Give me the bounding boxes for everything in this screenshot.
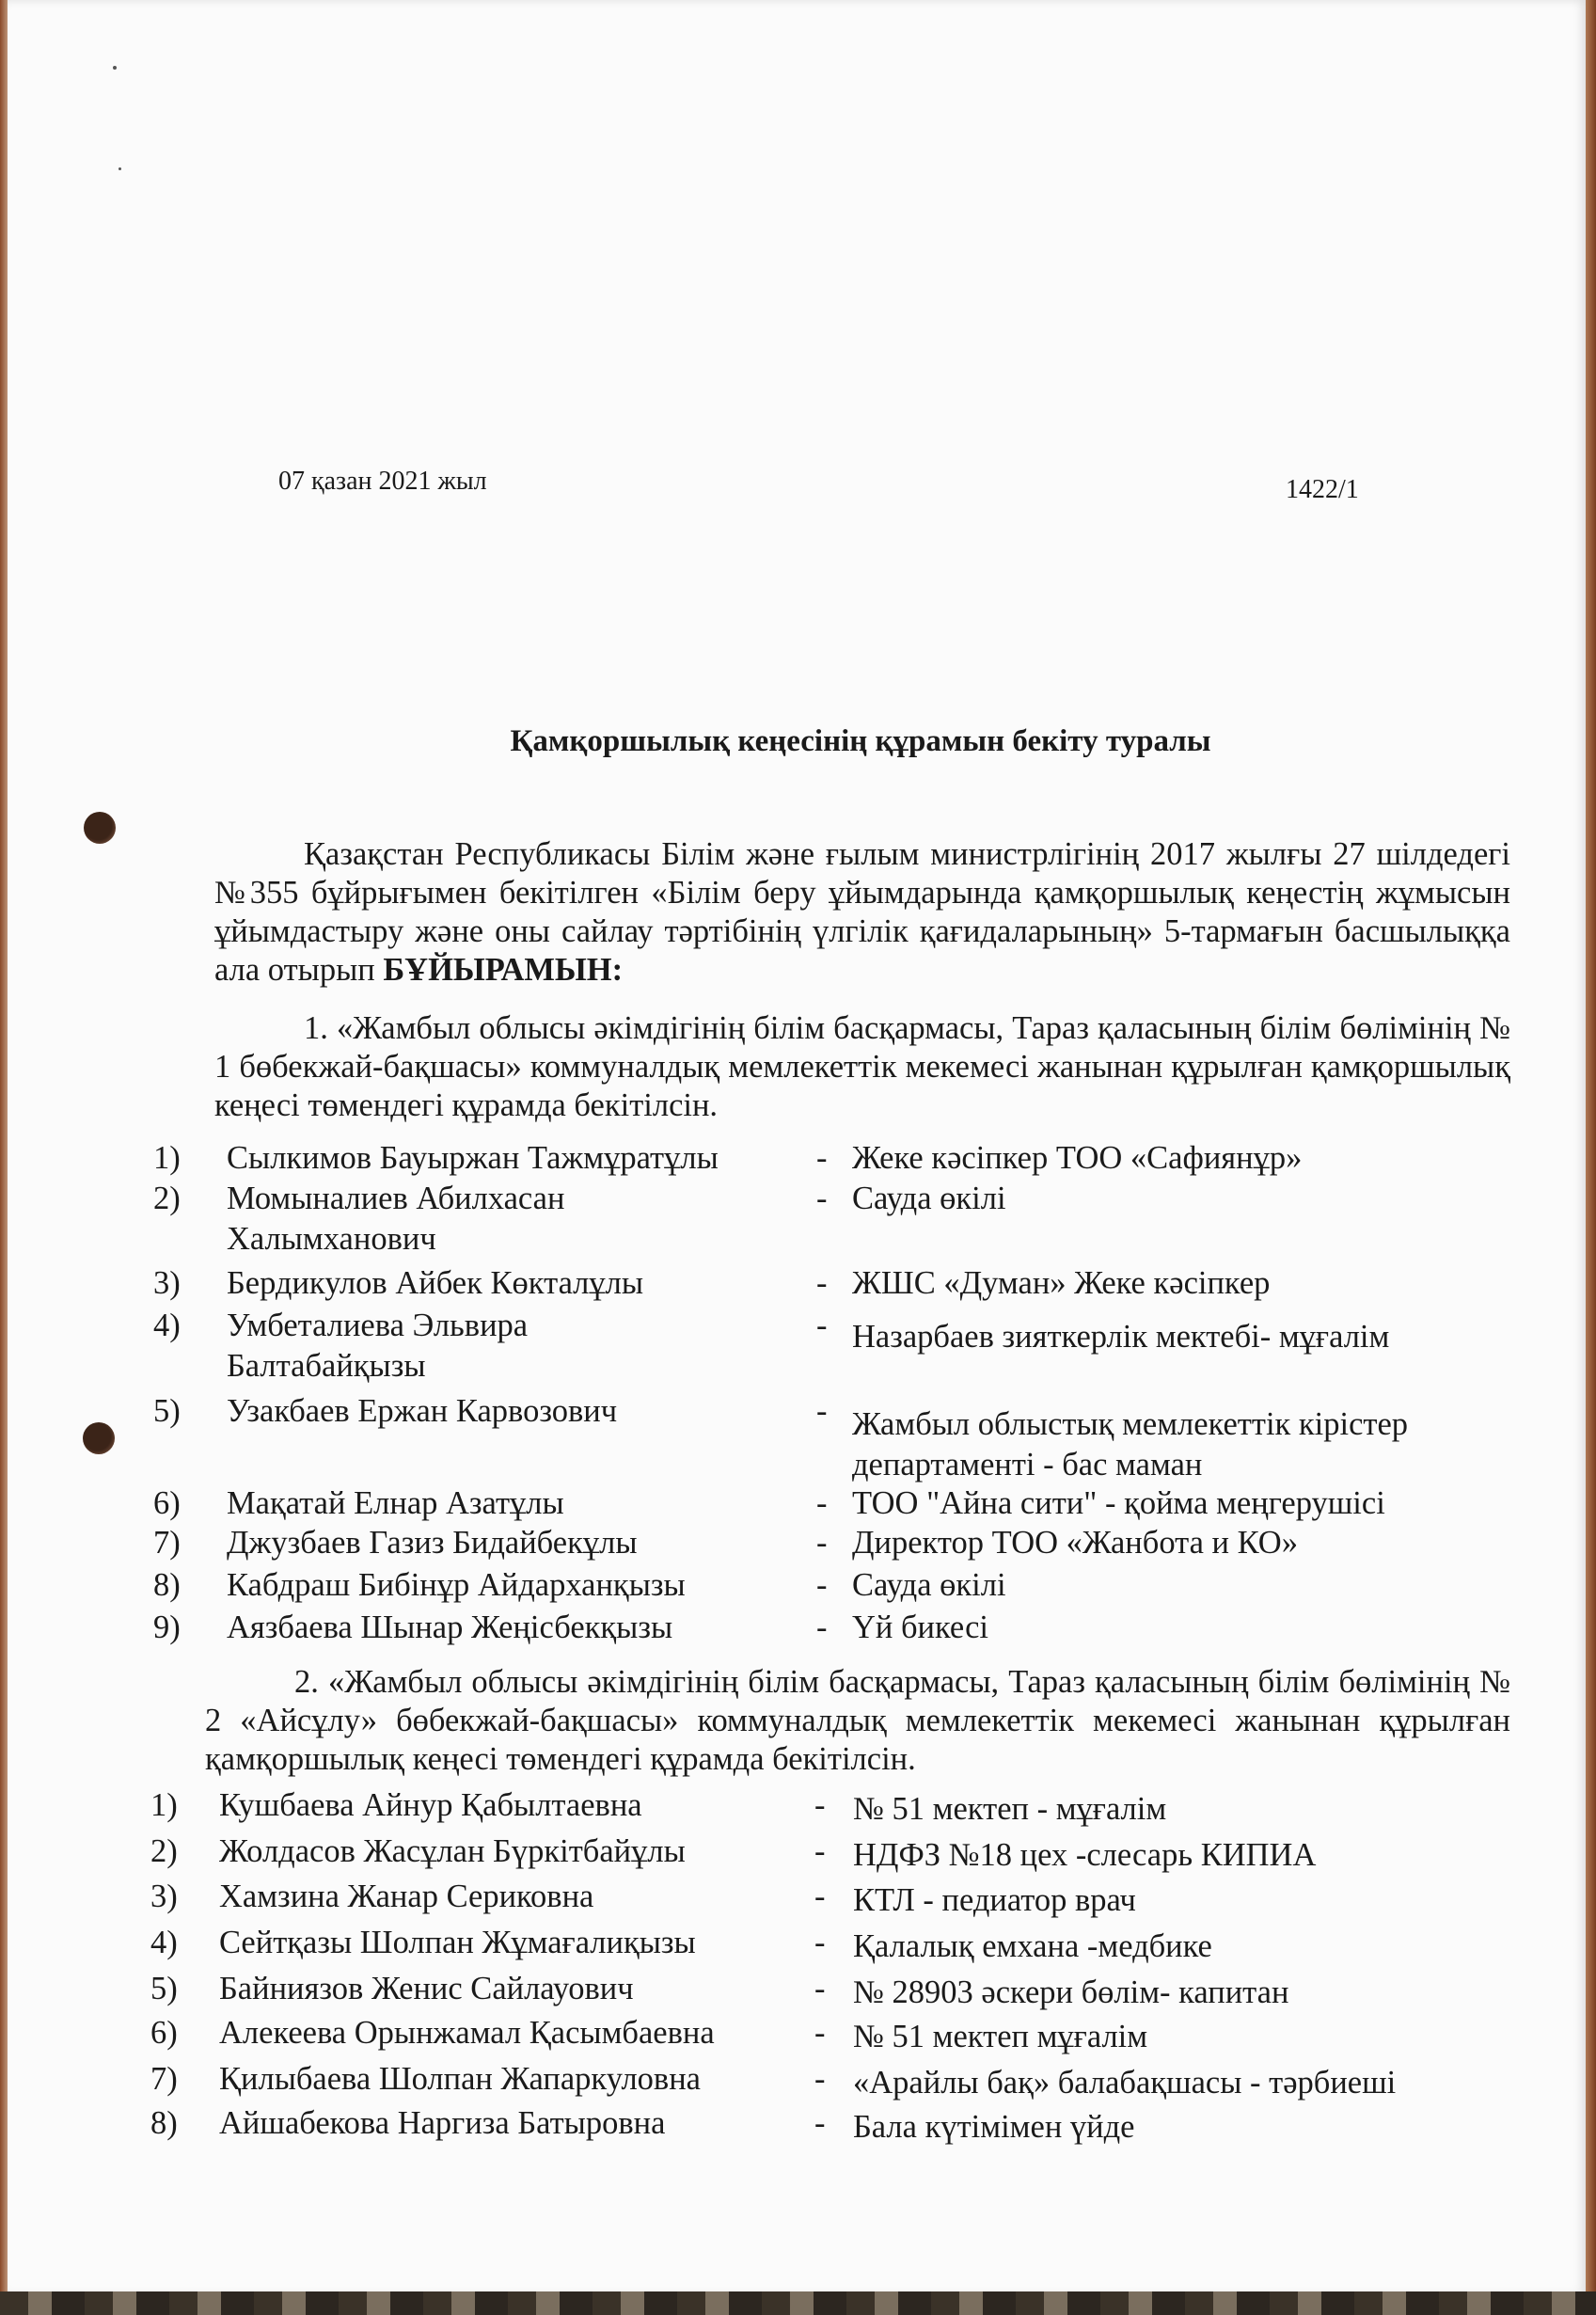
member-name: Мақатай Елнар Азатұлы bbox=[227, 1485, 564, 1521]
member-role: Сауда өкілі bbox=[852, 1181, 1006, 1216]
member-role: Назарбаев зияткерлік мектебі- мұғалім bbox=[852, 1319, 1390, 1355]
background-surface bbox=[0, 2291, 1596, 2315]
separator-dash: - bbox=[814, 1787, 826, 1823]
separator-dash: - bbox=[816, 1393, 828, 1429]
punch-hole-top bbox=[84, 812, 116, 844]
separator-dash: - bbox=[816, 1525, 828, 1561]
member-number: 3) bbox=[153, 1265, 181, 1301]
member-role-continued: департаменті - бас маман bbox=[852, 1447, 1203, 1483]
member-role: Үй бикесі bbox=[852, 1609, 988, 1645]
member-name: Умбеталиева Эльвира bbox=[227, 1308, 529, 1343]
member-name: Аязбаева Шынар Жеңісбекқызы bbox=[227, 1609, 673, 1645]
member-number: 4) bbox=[150, 1925, 178, 1960]
member-number: 8) bbox=[153, 1567, 181, 1603]
member-role: Жеке кәсіпкер ТОО «Сафиянұр» bbox=[852, 1140, 1303, 1176]
member-number: 5) bbox=[153, 1393, 181, 1429]
punch-hole-bottom bbox=[83, 1422, 115, 1454]
member-name-continued: Халымханович bbox=[227, 1221, 436, 1257]
document-date: 07 қазан 2021 жыл bbox=[278, 467, 487, 496]
member-role: Қалалық емхана -медбике bbox=[853, 1928, 1212, 1964]
member-role: Директор ТОО «Жанбота и КО» bbox=[852, 1525, 1298, 1561]
speck-mark bbox=[113, 66, 117, 70]
separator-dash: - bbox=[816, 1567, 828, 1603]
paper-edge-right bbox=[1586, 0, 1596, 2315]
member-name: Байниязов Женис Сайлауович bbox=[219, 1971, 634, 2006]
order-word: БҰЙЫРАМЫН: bbox=[383, 952, 624, 988]
document-number: 1422/1 bbox=[1286, 475, 1359, 504]
member-number: 3) bbox=[150, 1879, 178, 1914]
member-name: Айшабекова Наргиза Батыровна bbox=[219, 2105, 666, 2141]
member-number: 2) bbox=[153, 1181, 181, 1216]
member-role: Бала күтімімен үйде bbox=[853, 2109, 1135, 2145]
section2-paragraph: 2. «Жамбыл облысы әкімдігінің білім басқармасы, Тараз қаласының білім бөлімінің № 2 «Айсұлу» бөбекжай-бақшасы» коммуналдық мемлекеттік мекемесі жанынан құрылған қамқоршылық кеңесі төмендегі құрамда бекітілсін. bbox=[205, 1664, 1510, 1777]
member-name: Бердикулов Айбек Көкталұлы bbox=[227, 1265, 644, 1301]
member-name: Сейтқазы Шолпан Жұмағалиқызы bbox=[219, 1925, 696, 1960]
member-number: 1) bbox=[150, 1787, 178, 1823]
member-name-continued: Балтабайқызы bbox=[227, 1348, 426, 1384]
separator-dash: - bbox=[814, 1971, 826, 2006]
member-number: 4) bbox=[153, 1308, 181, 1343]
member-number: 6) bbox=[153, 1485, 181, 1521]
member-number: 7) bbox=[150, 2061, 178, 2097]
member-number: 1) bbox=[153, 1140, 181, 1176]
member-role: КТЛ - педиатор врач bbox=[853, 1882, 1136, 1918]
section1-paragraph: 1. «Жамбыл облысы әкімдігінің білім басқармасы, Тараз қаласының білім бөлімінің № 1 бөбекжай-бақшасы» коммуналдық мемлекеттік мекемесі жанынан құрылған қамқоршылық кеңесі төмендегі құрамда бекітілсін. bbox=[214, 1010, 1510, 1123]
separator-dash: - bbox=[816, 1181, 828, 1216]
member-name: Жолдасов Жасұлан Бүркітбайұлы bbox=[219, 1833, 686, 1869]
preamble-text: Қазақстан Республикасы Білім және ғылым министрлігінің 2017 жылғы 27 шілдедегі №355 бұйрығымен бекітілген «Білім беру ұйымдарында қамқоршылық кеңестің жұмысын ұйымдастыру және оны сайлау тәртібінің үлгілік қағидаларының» 5-тармағын басшылыққа ала отырып bbox=[214, 836, 1510, 988]
member-role: № 51 мектеп - мұғалім bbox=[853, 1791, 1167, 1827]
member-name: Узакбаев Ержан Карвозович bbox=[227, 1393, 618, 1429]
member-number: 6) bbox=[150, 2015, 178, 2051]
separator-dash: - bbox=[816, 1485, 828, 1521]
member-name: Қилыбаева Шолпан Жапаркуловна bbox=[219, 2061, 701, 2097]
member-role: ЖШС «Думан» Жеке кәсіпкер bbox=[852, 1265, 1271, 1301]
separator-dash: - bbox=[814, 1879, 826, 1914]
member-name: Алекеева Орынжамал Қасымбаевна bbox=[219, 2015, 715, 2051]
member-name: Кушбаева Айнур Қабылтаевна bbox=[219, 1787, 642, 1823]
member-role: «Арайлы бақ» балабақшасы - тәрбиеші bbox=[853, 2065, 1397, 2101]
separator-dash: - bbox=[814, 2105, 826, 2141]
member-name: Сылкимов Бауыржан Тажмұратұлы bbox=[227, 1140, 719, 1176]
separator-dash: - bbox=[814, 2015, 826, 2051]
separator-dash: - bbox=[814, 1833, 826, 1869]
member-role: Сауда өкілі bbox=[852, 1567, 1006, 1603]
member-name: Кабдраш Бибінұр Айдарханқызы bbox=[227, 1567, 686, 1603]
member-name: Момыналиев Абилхасан bbox=[227, 1181, 565, 1216]
member-name: Хамзина Жанар Сериковна bbox=[219, 1879, 594, 1914]
separator-dash: - bbox=[816, 1308, 828, 1343]
member-name: Джузбаев Газиз Бидайбекұлы bbox=[227, 1525, 638, 1561]
member-role: № 51 мектеп мұғалім bbox=[853, 2019, 1148, 2054]
speck-mark bbox=[119, 167, 121, 170]
member-number: 5) bbox=[150, 1971, 178, 2006]
separator-dash: - bbox=[816, 1265, 828, 1301]
preamble-paragraph bbox=[214, 835, 1510, 990]
member-role: № 28903 әскери бөлім- капитан bbox=[853, 1974, 1289, 2010]
member-role: ТОО "Айна сити" - қойма меңгерушісі bbox=[852, 1485, 1385, 1521]
separator-dash: - bbox=[814, 2061, 826, 2097]
member-number: 8) bbox=[150, 2105, 178, 2141]
member-number: 9) bbox=[153, 1609, 181, 1645]
separator-dash: - bbox=[814, 1925, 826, 1960]
separator-dash: - bbox=[816, 1609, 828, 1645]
member-role: НДФЗ №18 цех -слесарь КИПИА bbox=[853, 1837, 1317, 1873]
member-number: 7) bbox=[153, 1525, 181, 1561]
document-title: Қамқоршылық кеңесінің құрамын бекіту туралы bbox=[510, 724, 1211, 758]
member-number: 2) bbox=[150, 1833, 178, 1869]
separator-dash: - bbox=[816, 1140, 828, 1176]
member-role: Жамбыл облыстық мемлекеттік кірістер bbox=[852, 1406, 1409, 1442]
